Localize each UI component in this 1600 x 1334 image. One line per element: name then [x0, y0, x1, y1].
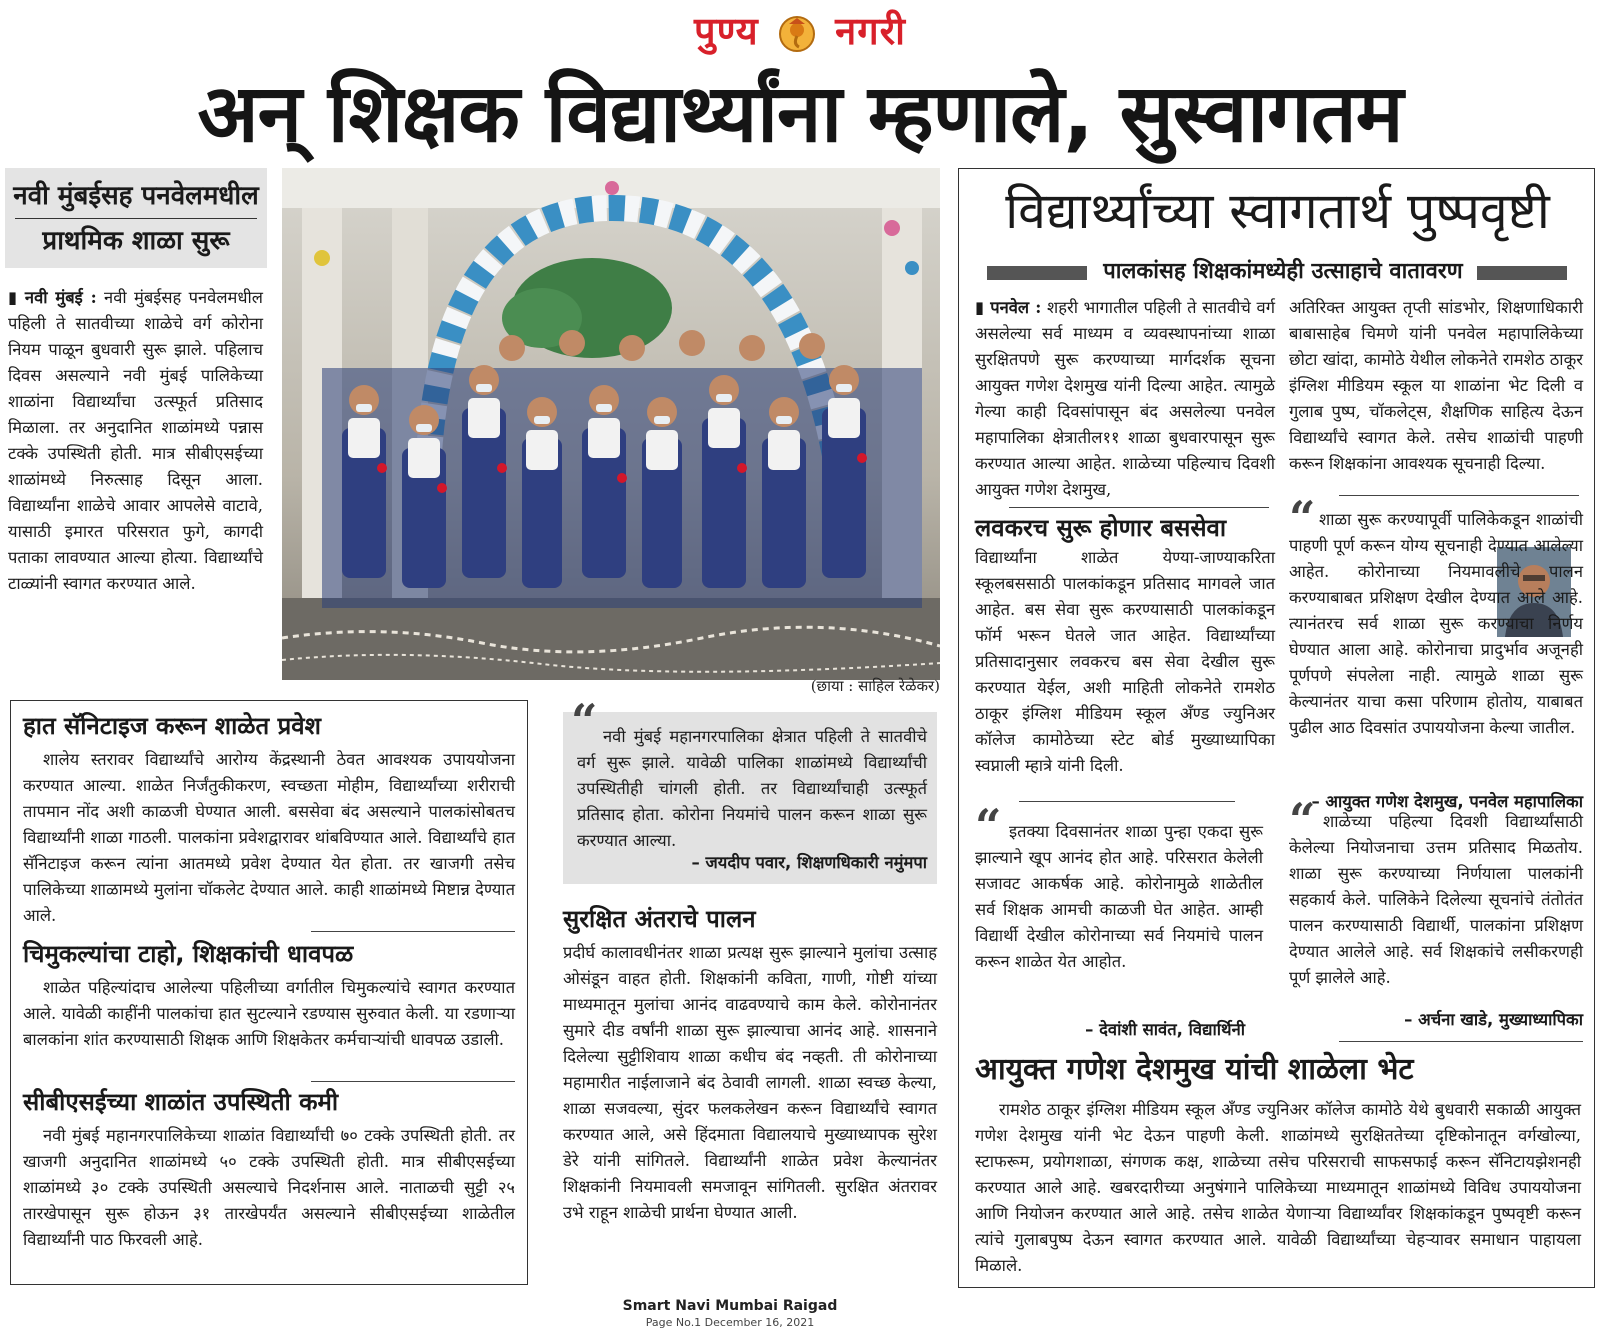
masthead-right-text: नगरी: [835, 9, 907, 53]
right-story-col2: अतिरिक्त आयुक्त तृप्ती सांडभोर, शिक्षणाधिकारी बाबासाहेब चिमणे यांनी पनवेल महापालिकेच्या छोटा खांदा, कामोठे येथील लोकनेते रामशेठ ठाकूर इंग्लिश मीडियम स्कूल या शाळांना भेट दिली व गुलाब पुष्प, चॉकलेट्स, शैक्षणिक साहित्य देऊन विद्यार्थ्यांचे स्वागत केले. तसेच शाळांची पाहणी करून शिक्षकांना आवश्यक सूचनाही दिल्या.: [1289, 298, 1583, 473]
divider: [311, 931, 515, 932]
right-story-subhead: पालकांसह शिक्षकांमध्येही उत्साहाचे वातावरण: [1097, 257, 1469, 287]
left-dateline: नवी मुंबई :: [24, 288, 97, 307]
right-story-subhead-row: [987, 257, 1567, 287]
left-story-text: नवी मुंबईसह पनवेलमधील पहिली ते सातवीच्या शाळेचे वर्ग कोरोना नियम पाळून बुधवारी सुरू झाले. पहिलाच दिवस असल्याने नवी मुंबई पालिकेच्या शाळांना विद्यार्थ्यांचा उत्स्फूर्त प्रतिसाद मिळाला. तर अनुदानित शाळांमध्ये पन्नास टक्के उपस्थिती होती. मात्र सीबीएसईच्या शाळांमध्ये निरुत्साह दिसून आला. विद्यार्थ्यांना शाळेचे आवार आपलेसे वाटावे, यासाठी इमारत परिसरात फुगे, कागदी पताका लावण्यात आल्या होत्या. विद्यार्थ्यांचे टाळ्यांनी स्वागत करण्यात आले.: [8, 288, 263, 593]
left-story-subheading: [5, 168, 267, 268]
students-welcome-photo: [282, 168, 940, 680]
quote-icon: “: [1289, 793, 1316, 847]
left-bottom-box: [10, 700, 528, 1285]
distance-section-body: प्रदीर्घ कालावधीनंतर शाळा प्रत्यक्ष सुरू झाल्याने मुलांचा उत्साह ओसंडून वाहत होती. शिक्षकांनी कविता, गाणी, गोष्टी यांच्या माध्यमातून मुलांचा आनंद वाढवण्याचे काम केले. कोरोनानंतर सुमारे दीड वर्षांनी शाळा सुरू झाल्याचा आनंद आहे. शासनाने दिलेल्या सुट्टीशिवाय शाळा कधीच बंद नव्हती. ती कोरोनाच्या महामारीत नाईलाजाने बंद ठेवावी लागली. शाळा स्वच्छ केल्या, शाळा सजवल्या, सुंदर फलकलेखन करून विद्यार्थ्यांचे स्वागत करण्यात आले, असे हिंदमाता विद्यालयाचे मुख्याध्यापक सुरेश डेरे यांनी सांगितले. विद्यार्थ्यांनी शाळेत प्रवेश केल्यानंतर शिक्षकांनी नियमावली समजावून सांगितली. सुरक्षित अंतरावर उभे राहून शाळेची प्रार्थना घेण्यात आली.: [563, 943, 937, 1222]
right-story-col1-text: शहरी भागातील पहिली ते सातवीचे वर्ग असलेल्या सर्व माध्यम व व्यवस्थापनांच्या शाळा सुरक्षितपणे सुरू करण्याच्या मार्गदर्शक सूचना आयुक्त गणेश देशमुख यांनी दिल्या आहेत. त्यामुळे गेल्या काही दिवसांपासून बंद असलेल्या पनवेल महापालिका क्षेत्रातील११ शाळा बुधवारपासून सुरू करण्यात आल्या आहेत. शाळेच्या पहिल्याच दिवशी आयुक्त गणेश देशमुख,: [975, 298, 1275, 499]
bus-section-body: विद्यार्थ्यांना शाळेत येण्या-जाण्याकरिता स्कूलबससाठी पालकांकडून प्रतिसाद मागवले जात आहेत. बस सेवा सुरू करण्यासाठी पालकांकडून फॉर्म भरून घेतले जात आहेत. विद्यार्थ्यांच्या प्रतिसादानुसार लवकरच बस सेवा देखील सुरू करण्यात येईल, अशी माहिती लोकनेते रामशेठ ठाकूर इंग्लिश मीडियम स्कूल अँण्ड ज्युनिअर कॉलेज कामोठेच्या स्टेट बोर्ड मुख्याध्यापिका स्वप्नाली म्हात्रे यांनी दिली.: [975, 548, 1275, 775]
principal-quote-text: शाळेच्या पहिल्या दिवशी विद्यार्थ्यांसाठी केलेल्या नियोजनाचा उत्तम प्रतिसाद मिळतोय. शाळा सुरू करण्याच्या निर्णयाला पालकांनी सहकार्य केले. पालिकेने दिलेल्या सूचनांचे तंतोतंत पालन करण्यासाठी विद्यार्थी, पालकांना प्रशिक्षण देण्यात आलेले आहे. सर्व शिक्षकांचे लसीकरणही पूर्ण झालेले आहे.: [1289, 812, 1583, 987]
quote-icon: “: [1289, 491, 1316, 545]
student-quote-text: इतक्या दिवसानंतर शाळा पुन्हा एकदा सुरू झाल्याने खूप आनंद होत आहे. परिसरात केलेली सजावट आकर्षक आहे. कोरोनामुळे शाळेतील सर्व शिक्षक आमची काळजी घेत आहेत. आम्ही विद्यार्थी देखील कोरोनाच्या सर्व नियमांचे पालन करून शाळेत येत आहोत.: [975, 822, 1263, 971]
officer-quote-attribution: – जयदीप पवार, शिक्षणधिकारी नमुंमपा: [691, 853, 927, 872]
divider: [1009, 507, 1269, 508]
cbse-section-body: नवी मुंबई महानगरपालिकेच्या शाळांत विद्यार्थ्यांची ७० टक्के उपस्थिती होती. तर खाजगी अनुदानित शाळांमध्ये ५० टक्के उपस्थिती होती. मात्र सीबीएसईच्या शाळांमध्ये ३० टक्के उपस्थिती असल्याचे निदर्शनास आले. नाताळची सुट्टी २५ तारखेपासून सुरू होऊन ३१ तारखेपर्यंत असल्याने सीबीएसईच्या शाळेतील विद्यार्थ्यांनी पाठ फिरवली आहे.: [23, 1126, 515, 1249]
divider: [1477, 266, 1567, 280]
sanitize-section-body: शालेय स्तरावर विद्यार्थ्यांचे आरोग्य केंद्रस्थानी ठेवत आवश्यक उपाययोजना करण्यात आल्या. शाळेत निर्जंतुकीकरण, स्वच्छता मोहीम, विद्यार्थ्यांच्या शरीराची तापमान नोंद अशी काळजी घेण्यात आली. बससेवा बंद असल्याने पालकांसोबतच विद्यार्थ्यांनी शाळा गाठली. पालकांना प्रवेशद्वारावर थांबविण्यात आले. विद्यार्थ्यांचे हात सॅनिटाइज करून त्यांना आतमध्ये प्रवेश देण्यात येत होता. तर खाजगी तसेच पालिकेच्या शाळामध्ये मुलांना चॉकलेट देण्यात आले. काही शाळांमध्ये मिष्टान्न देण्यात आले.: [23, 750, 515, 925]
left-story-body: ▮ नवी मुंबई : नवी मुंबईसह पनवेलमधील पहिली ते सातवीच्या शाळेचे वर्ग कोरोना नियम पाळून बुधवारी सुरू झाले. पहिलाच दिवस असल्याने नवी मुंबई पालिकेच्या शाळांना विद्यार्थ्यांचा उत्स्फूर्त प्रतिसाद मिळाला. तर अनुदानित शाळांमध्ये पन्नास टक्के उपस्थिती होती. मात्र सीबीएसईच्या शाळांमध्ये निरुत्साह दिसून आला. विद्यार्थ्यांना शाळेचे आवार आपलेसे वाटावे, यासाठी इमारत परिसरात फुगे, कागदी पताका लावण्यात आल्या होत्या. विद्यार्थ्यांचे टाळ्यांनी स्वागत करण्यात आले.: [8, 288, 263, 593]
ganesha-icon: [777, 14, 817, 54]
distance-section-heading: सुरक्षित अंतराचे पालन: [563, 905, 756, 933]
quote-icon: “: [571, 694, 598, 748]
divider: [1339, 495, 1579, 496]
page-headline: अन् शिक्षक विद्यार्थ्यांना म्हणाले, सुस्वागतम: [197, 67, 1403, 160]
commissioner-quote-attribution: – आयुक्त गणेश देशमुख, पनवेल महापालिका: [1311, 792, 1583, 811]
right-story-headline: विद्यार्थ्यांच्या स्वागतार्थ पुष्पवृष्टी: [1005, 182, 1550, 240]
bus-section-heading: लवकरच सुरू होणार बससेवा: [975, 514, 1227, 542]
visit-section-heading: आयुक्त गणेश देशमुख यांची शाळेला भेट: [975, 1052, 1414, 1087]
principal-quote-attribution: – अर्चना खाडे, मुख्याध्यापिका: [1404, 1010, 1583, 1029]
divider: [987, 266, 1087, 280]
officer-quote-text: नवी मुंबई महानगरपालिका क्षेत्रात पहिली ते सातवीचे वर्ग सुरू झाले. यावेळी पालिका शाळांमध्ये विद्यार्थ्यांची उपस्थितीही चांगली होती. तर विद्यार्थ्यांचाही उत्स्फूर्त प्रतिसाद होता. कोरोना नियमांचे पालन करून शाळा सुरू करण्यात आल्या.: [577, 727, 927, 850]
commissioner-quote-text: शाळा सुरू करण्यापूर्वी पालिकेकडून शाळांची पाहणी पूर्ण करून योग्य सूचनाही देण्यात आलेल्या आहेत. कोरोनाच्या नियमावलीचे पालन करण्याबाबत प्रशिक्षण देखील देण्यात आले आहे. त्यानंतरच सर्व शाळा सुरू करण्याचा निर्णय घेण्यात आला आहे. कोरोनाचा प्रादुर्भाव अजूनही पूर्णपणे संपलेला नाही. त्यामुळे शाळा सुरू केल्यानंतर याचा कसा परिणाम होतोय, याबाबत पुढील आठ दिवसांत उपाययोजना केल्या जातील.: [1289, 510, 1583, 737]
officer-quote-box: [563, 694, 937, 884]
quote-icon: “: [975, 799, 1002, 853]
masthead-left-text: पुण्य: [693, 9, 759, 53]
cbse-section-heading: सीबीएसईच्या शाळांत उपस्थिती कमी: [23, 1088, 339, 1116]
student-quote-attribution: – देवांशी सावंत, विद्यार्थिनी: [1085, 1020, 1245, 1039]
left-subhead-line2: प्राथमिक शाळा सुरू: [42, 226, 230, 256]
footer-edition-title: Smart Navi Mumbai Raigad: [622, 1298, 838, 1314]
students-group: [322, 330, 922, 608]
left-subhead-line1: नवी मुंबईसह पनवेलमधील: [13, 181, 259, 211]
sanitize-section-heading: हात सॅनिटाइज करून शाळेत प्रवेश: [23, 712, 321, 740]
divider: [311, 1081, 515, 1082]
divider: [1339, 1041, 1583, 1042]
divider: [1019, 801, 1235, 802]
toddlers-section-heading: चिमुकल्यांचा टाहो, शिक्षकांची धावपळ: [23, 940, 354, 968]
right-story-col1: ▮ पनवेल : शहरी भागातील पहिली ते सातवीचे वर्ग असलेल्या सर्व माध्यम व व्यवस्थापनांच्या शाळा सुरक्षितपणे सुरू करण्याच्या मार्गदर्शक सूचना आयुक्त गणेश देशमुख यांनी दिल्या आहेत. त्यामुळे गेल्या काही दिवसांपासून बंद असलेल्या पनवेल महापालिका क्षेत्रातील११ शाळा बुधवारपासून सुरू करण्यात आल्या आहेत. शाळेच्या पहिल्याच दिवशी आयुक्त गणेश देशमुख,: [975, 298, 1275, 499]
photo-caption: (छाया : साहिल रेळेकर): [810, 677, 940, 695]
toddlers-section-body: शाळेत पहिल्यांदाच आलेल्या पहिलीच्या वर्गातील चिमुकल्यांचे स्वागत करण्यात आले. यावेळी काहींनी पालकांचा हात सुटल्याने रडण्यास सुरुवात केली. या रडणाऱ्या बालकांना शांत करण्यासाठी शिक्षक आणि शिक्षकेतर कर्मचाऱ्यांची धावपळ उडाली.: [23, 978, 515, 1049]
right-dateline: पनवेल :: [990, 298, 1042, 317]
footer-page-info: Page No.1 December 16, 2021: [645, 1316, 815, 1329]
right-story-box: [958, 168, 1595, 1288]
masthead-logo: [0, 4, 1600, 56]
visit-section-body: रामशेठ ठाकूर इंग्लिश मीडियम स्कूल अँण्ड ज्युनिअर कॉलेज कामोठे येथे बुधवारी सकाळी आयुक्त गणेश देशमुख यांनी भेट देऊन पाहणी केली. शाळांमध्ये सुरक्षिततेच्या दृष्टिकोनातून वर्गखोल्या, स्टाफरूम, प्रयोगशाळा, संगणक कक्ष, शाळेच्या तसेच परिसराची साफसफाई करून सॅनिटायझेशनही करण्यात आले आहे. खबरदारीच्या अनुषंगाने पालिकेच्या माध्यमातून शाळांमध्ये विविध उपाययोजना आणि नियोजन करण्यात आले आहे. तसेच शाळेत येणाऱ्या विद्यार्थ्यांवर शिक्षकांकडून पुष्पवृष्टी करून त्यांचे गुलाबपुष्प देऊन स्वागत करण्यात आले. यावेळी विद्यार्थ्यांच्या चेहऱ्यावर समाधान पाहायला मिळाले.: [975, 1100, 1581, 1275]
